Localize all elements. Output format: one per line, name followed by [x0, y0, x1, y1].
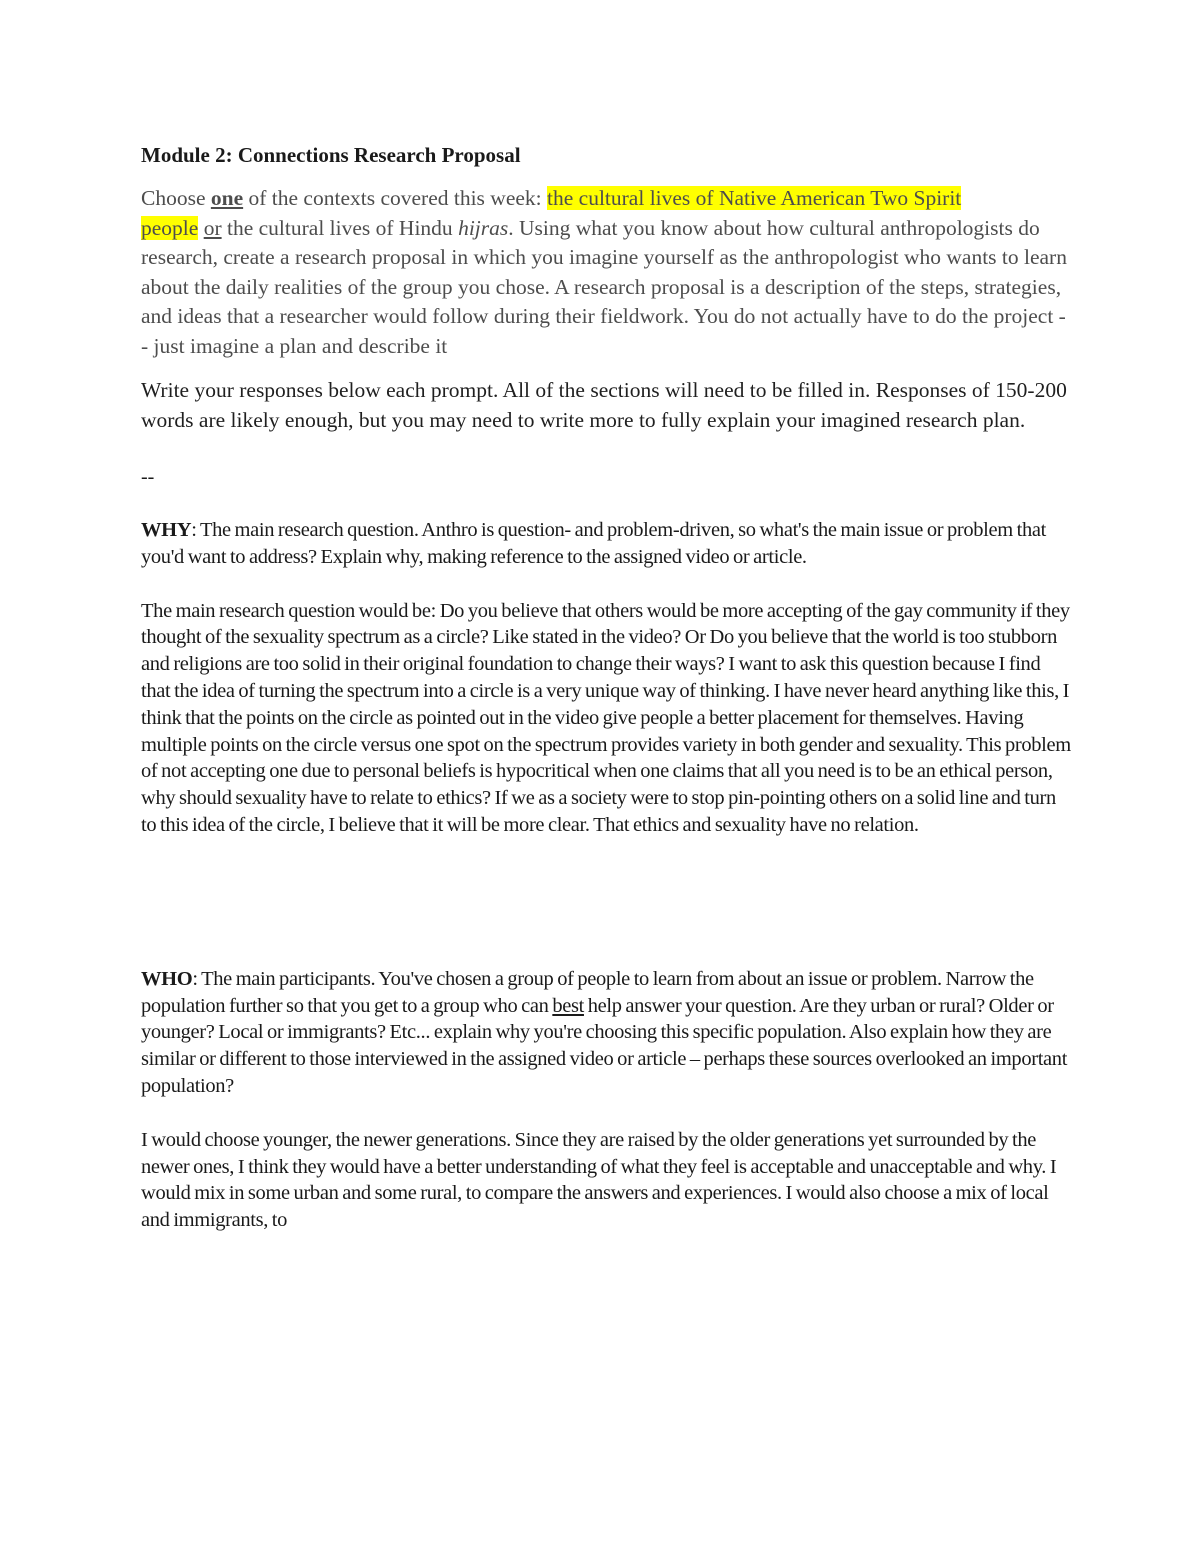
intro-text: . Using what you know about how cultural anthropologists do research, create a research proposal in which you imagine yourself as the anthropologist who wants to learn about the daily realities of the group you chose. A research proposal is a description of the steps, strategies, and ideas that a researcher would follow during their fieldwork. You do not actually have to do the project -- just imagine a plan and describe it [141, 215, 1067, 358]
highlighted-text: people [141, 215, 199, 240]
who-label: WHO [141, 967, 193, 990]
underlined-or: or [203, 215, 222, 240]
who-prompt-text: help answer your question. Are they urban or rural? Older or younger? Local or immigrants? Etc... explain why you're choosing this specific population. Also explain how they are similar or different to those interviewed in the assigned video or article – perhaps these sources overlooked an important population? [141, 994, 1068, 1097]
underlined-best: best [552, 994, 584, 1017]
intro-text: of the contexts covered this week: [243, 186, 548, 210]
why-prompt [141, 517, 1071, 571]
who-answer: I would choose younger, the newer generations. Since they are raised by the older generations yet surrounded by the newer ones, I think they would have a better understanding of what they feel is acceptable and unacceptable and why. I would mix in some urban and some rural, to compare the answers and experiences. I would also choose a mix of local and immigrants, to [141, 1128, 1057, 1232]
intro-text: Choose [141, 186, 211, 210]
document-title: Module 2: Connections Research Proposal [141, 143, 521, 167]
document-body [141, 140, 1071, 1234]
why-label: WHY [141, 519, 192, 541]
intro-text: the cultural lives of Hindu [221, 215, 459, 240]
spacer [141, 571, 1071, 598]
why-answer: The main research question would be: Do you believe that others would be more accepting of the gay community if they thought of the sexuality spectrum as a circle? Like stated in the video? Or Do you believe that the world is too stubborn and religions are too solid in their original foundation to change their ways? I want to ask this question because I find that the idea of turning the spectrum into a circle is a very unique way of thinking. I have never heard anything like this, I think that the points on the circle as pointed out in the video give people a better placement for themselves. Having multiple points on the circle versus one spot on the spectrum provides variety in both gender and sexuality. This problem of not accepting one due to personal beliefs is hypocritical when one claims that all you need is to be an ethical person, why should sexuality have to relate to ethics? If we as a society were to stop pin-pointing others on a solid line and turn to this idea of the circle, I believe that it will be more clear. That ethics and sexuality have no relation. [141, 599, 1071, 836]
spacer [141, 839, 1071, 966]
instructions-paragraph: Write your responses below each prompt. All of the sections will need to be filled in. Responses of 150-200 words are likely enough, but you may need to write more to fully explain your imagined research plan. [141, 378, 1067, 432]
spacer [141, 1100, 1071, 1127]
intro-paragraph [141, 184, 1071, 361]
italic-hijras: hijras [458, 215, 509, 240]
emphasis-one: one [210, 186, 244, 210]
highlighted-text: the cultural lives of Native American Two Spirit [547, 186, 962, 210]
who-prompt-text: : The main participants. You've chosen a group of people to learn from about an issue or problem. Narrow the population further so that you get to a group who can [141, 967, 1034, 1017]
section-separator: -- [141, 466, 155, 488]
who-prompt [141, 966, 1071, 1100]
why-prompt-text: : The main research question. Anthro is question- and problem-driven, so what's the main issue or problem that you'd want to address? Explain why, making reference to the assigned video or article. [141, 519, 1046, 568]
